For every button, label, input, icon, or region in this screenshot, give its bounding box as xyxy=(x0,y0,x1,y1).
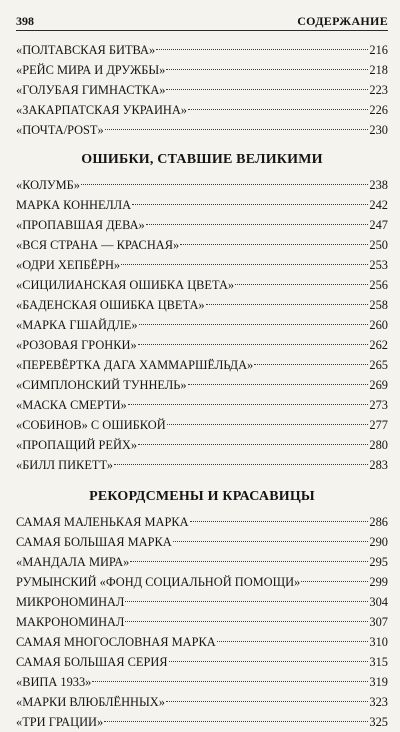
toc-entry xyxy=(16,532,388,552)
toc-entry-title: «ПОЧТА/POST» xyxy=(16,123,104,137)
toc-entry-page: 315 xyxy=(369,655,388,669)
toc-entry-page: 262 xyxy=(369,338,388,352)
dot-leader xyxy=(105,129,369,130)
toc-entry-title: МИКРОНОМИНАЛ xyxy=(16,595,125,609)
toc-entry-page: 230 xyxy=(369,123,388,137)
toc-entry-page: 256 xyxy=(369,278,388,292)
dot-leader xyxy=(146,224,369,225)
toc-entry-page: 269 xyxy=(369,378,388,392)
page-number: 398 xyxy=(16,14,34,28)
toc-entry-page: 238 xyxy=(369,178,388,192)
toc-entry xyxy=(16,215,388,235)
dot-leader xyxy=(167,424,369,425)
toc-entry xyxy=(16,235,388,255)
toc-entry xyxy=(16,295,388,315)
toc-entry-title: САМАЯ МАЛЕНЬКАЯ МАРКА xyxy=(16,515,189,529)
toc-entry-title: «МАРКИ ВЛЮБЛЁННЫХ» xyxy=(16,695,165,709)
dot-leader xyxy=(139,324,369,325)
toc-entry xyxy=(16,395,388,415)
toc-entry xyxy=(16,632,388,652)
toc-group-errors xyxy=(16,175,388,475)
toc-entry-title: РУМЫНСКИЙ «ФОНД СОЦИАЛЬНОЙ ПОМОЩИ» xyxy=(16,575,301,589)
toc-entry xyxy=(16,255,388,275)
dot-leader xyxy=(166,701,368,702)
toc-entry-page: 295 xyxy=(369,555,388,569)
toc-entry xyxy=(16,120,388,140)
dot-leader xyxy=(217,641,369,642)
toc-entry xyxy=(16,195,388,215)
toc-entry-page: 323 xyxy=(369,695,388,709)
toc-entry xyxy=(16,672,388,692)
toc-entry-title: «ГОЛУБАЯ ГИМНАСТКА» xyxy=(16,83,166,97)
toc-entry-page: 242 xyxy=(369,198,388,212)
toc-entry-page: 319 xyxy=(369,675,388,689)
toc-entry-page: 253 xyxy=(369,258,388,272)
toc-entry-title: МАКРОНОМИНАЛ xyxy=(16,615,125,629)
toc-entry-page: 290 xyxy=(369,535,388,549)
toc-entry-title: «СИЦИЛИАНСКАЯ ОШИБКА ЦВЕТА» xyxy=(16,278,235,292)
dot-leader xyxy=(188,109,368,110)
toc-entry-title: «РОЗОВАЯ ГРОНКИ» xyxy=(16,338,137,352)
dot-leader xyxy=(173,541,369,542)
dot-leader xyxy=(104,721,368,722)
dot-leader xyxy=(156,49,368,50)
dot-leader xyxy=(138,344,369,345)
toc-entry-title: «МАНДАЛА МИРА» xyxy=(16,555,130,569)
dot-leader xyxy=(125,601,368,602)
toc-entry-title: «ПРОПАВШАЯ ДЕВА» xyxy=(16,218,145,232)
toc-entry-page: 250 xyxy=(369,238,388,252)
toc-entry xyxy=(16,275,388,295)
toc-entry-page: 283 xyxy=(369,458,388,472)
toc-entry xyxy=(16,612,388,632)
toc-entry-title: «МАРКА ГШАЙДЛЕ» xyxy=(16,318,138,332)
toc-entry-page: 277 xyxy=(369,418,388,432)
dot-leader xyxy=(125,621,368,622)
toc-entry-title: «КОЛУМБ» xyxy=(16,178,80,192)
toc-entry xyxy=(16,40,388,60)
toc-entry xyxy=(16,455,388,475)
toc-entry-title: «ПЕРЕВЁРТКА ДАГА ХАММАРШЁЛЬДА» xyxy=(16,358,254,372)
running-header xyxy=(16,14,388,31)
toc-entry-page: 247 xyxy=(369,218,388,232)
toc-entry xyxy=(16,335,388,355)
toc-entry xyxy=(16,100,388,120)
toc-entry xyxy=(16,435,388,455)
toc-entry-title: «СОБИНОВ» С ОШИБКОЙ xyxy=(16,418,166,432)
toc-entry-title: САМАЯ БОЛЬШАЯ МАРКА xyxy=(16,535,172,549)
toc-entry xyxy=(16,512,388,532)
toc-entry-page: 286 xyxy=(369,515,388,529)
toc-entry-page: 260 xyxy=(369,318,388,332)
dot-leader xyxy=(188,384,369,385)
toc-entry-page: 258 xyxy=(369,298,388,312)
dot-leader xyxy=(81,184,368,185)
toc-entry-title: «ПОЛТАВСКАЯ БИТВА» xyxy=(16,43,156,57)
toc-entry-page: 325 xyxy=(369,715,388,729)
toc-entry-title: «БАДЕНСКАЯ ОШИБКА ЦВЕТА» xyxy=(16,298,205,312)
toc-group-continued xyxy=(16,40,388,140)
section-heading: РЕКОРДСМЕНЫ И КРАСАВИЦЫ xyxy=(89,489,315,504)
toc-entry-page: 273 xyxy=(369,398,388,412)
dot-leader xyxy=(206,304,369,305)
toc-entry-title: «РЕЙС МИРА И ДРУЖБЫ» xyxy=(16,63,166,77)
toc-entry-title: «ТРИ ГРАЦИИ» xyxy=(16,715,104,729)
dot-leader xyxy=(166,69,368,70)
toc-entry-page: 307 xyxy=(369,615,388,629)
toc-entry-page: 299 xyxy=(369,575,388,589)
toc-entry-title: «ОДРИ ХЕПБЁРН» xyxy=(16,258,121,272)
toc-entry-page: 310 xyxy=(369,635,388,649)
dot-leader xyxy=(130,561,368,562)
toc-entry xyxy=(16,692,388,712)
toc-entry xyxy=(16,375,388,395)
dot-leader xyxy=(190,521,369,522)
dot-leader xyxy=(114,464,369,465)
toc-entry xyxy=(16,355,388,375)
toc-entry-title: «МАСКА СМЕРТИ» xyxy=(16,398,127,412)
toc-entry-page: 265 xyxy=(369,358,388,372)
toc-entry-title: МАРКА КОННЕЛЛА xyxy=(16,198,132,212)
toc-entry xyxy=(16,80,388,100)
toc-entry-title: «БИЛЛ ПИКЕТТ» xyxy=(16,458,113,472)
dot-leader xyxy=(132,204,368,205)
dot-leader xyxy=(138,444,368,445)
toc-entry xyxy=(16,652,388,672)
toc-entry xyxy=(16,592,388,612)
toc-entry-title: «ВСЯ СТРАНА — КРАСНАЯ» xyxy=(16,238,180,252)
toc-entry xyxy=(16,552,388,572)
toc-entry-title: САМАЯ БОЛЬШАЯ СЕРИЯ xyxy=(16,655,168,669)
toc-entry-title: «СИМПЛОНСКИЙ ТУННЕЛЬ» xyxy=(16,378,187,392)
toc-entry xyxy=(16,712,388,732)
section-heading: ОШИБКИ, СТАВШИЕ ВЕЛИКИМИ xyxy=(81,152,323,167)
toc-entry-page: 280 xyxy=(369,438,388,452)
toc-entry xyxy=(16,60,388,80)
running-title: СОДЕРЖАНИЕ xyxy=(297,14,388,28)
table-of-contents xyxy=(16,40,388,732)
dot-leader xyxy=(128,404,369,405)
toc-entry-title: САМАЯ МНОГОСЛОВНАЯ МАРКА xyxy=(16,635,216,649)
toc-entry-page: 223 xyxy=(369,83,388,97)
toc-entry-title: «ПРОПАЩИЙ РЕЙХ» xyxy=(16,438,138,452)
dot-leader xyxy=(301,581,368,582)
dot-leader xyxy=(121,264,368,265)
toc-entry xyxy=(16,572,388,592)
toc-entry-page: 304 xyxy=(369,595,388,609)
dot-leader xyxy=(169,661,369,662)
toc-entry xyxy=(16,175,388,195)
dot-leader xyxy=(166,89,368,90)
toc-entry-page: 226 xyxy=(369,103,388,117)
dot-leader xyxy=(92,681,368,682)
toc-group-records xyxy=(16,512,388,732)
toc-entry-title: «ЗАКАРПАТСКАЯ УКРАИНА» xyxy=(16,103,187,117)
toc-entry xyxy=(16,315,388,335)
dot-leader xyxy=(235,284,368,285)
dot-leader xyxy=(180,244,368,245)
toc-entry-page: 218 xyxy=(369,63,388,77)
dot-leader xyxy=(254,364,368,365)
toc-entry xyxy=(16,415,388,435)
toc-entry-title: «ВИПА 1933» xyxy=(16,675,92,689)
toc-entry-page: 216 xyxy=(369,43,388,57)
